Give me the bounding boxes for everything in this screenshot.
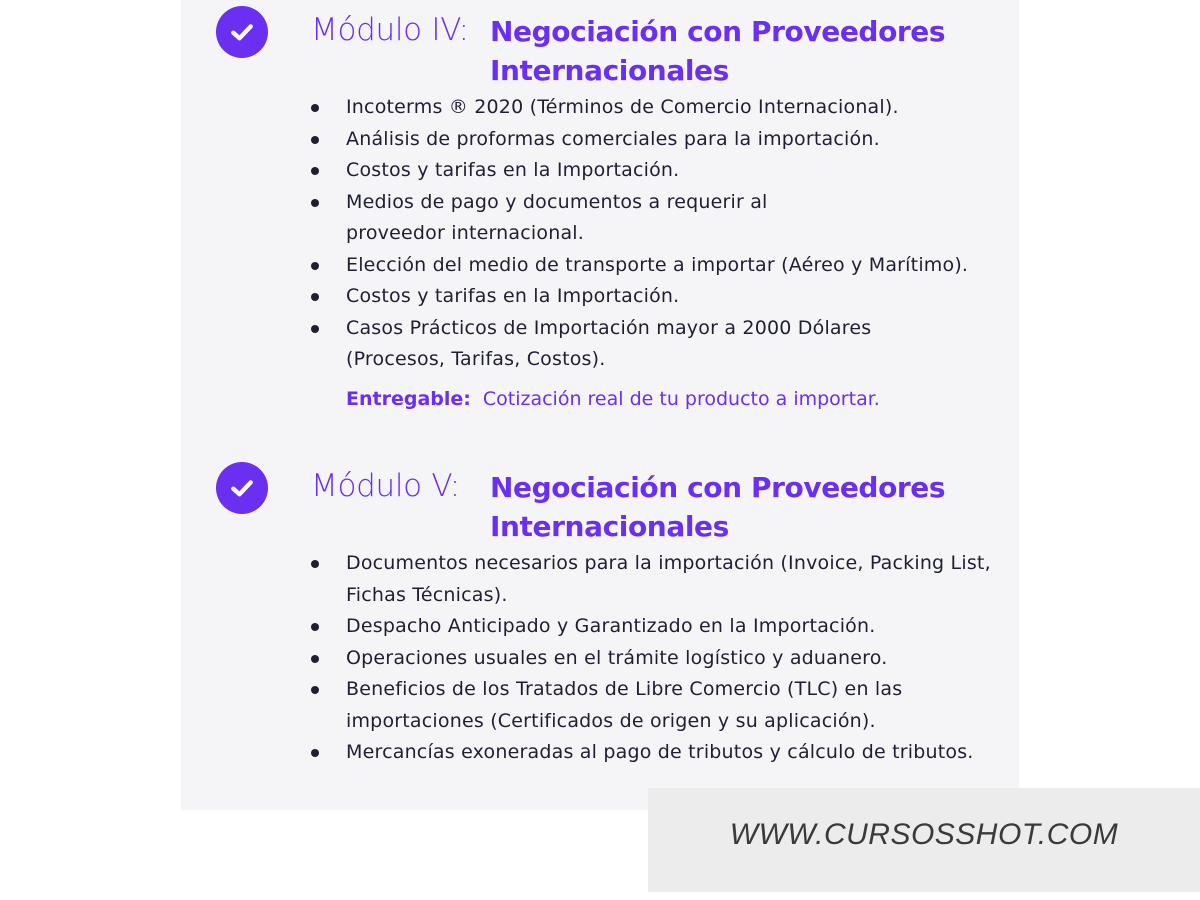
- deliverable: [346, 388, 880, 410]
- list-item: Despacho Anticipado y Garantizado en la Importación.: [305, 611, 1025, 643]
- deliverable-label: Entregable:: [346, 388, 471, 410]
- list-item: Costos y tarifas en la Importación.: [305, 281, 1025, 313]
- topic-list: [305, 548, 1025, 769]
- list-item: Costos y tarifas en la Importación.: [305, 155, 1025, 187]
- module-label: Módulo V:: [311, 468, 460, 504]
- list-item: Operaciones usuales en el trámite logístico y aduanero.: [305, 643, 1025, 675]
- list-item: Incoterms ® 2020 (Términos de Comercio Internacional).: [305, 92, 1025, 124]
- module-title: Negociación con Proveedores Internacionales: [490, 15, 946, 87]
- list-item: Beneficios de los Tratados de Libre Comercio (TLC) en las importaciones (Certificados de origen y su aplicación).: [305, 674, 946, 737]
- watermark-text: WWW.CURSOSSHOT.COM: [729, 818, 1119, 851]
- list-item: Casos Prácticos de Importación mayor a 2000 Dólares (Procesos, Tarifas, Costos).: [305, 313, 926, 376]
- list-item: Documentos necesarios para la importación (Invoice, Packing List, Fichas Técnicas).: [305, 548, 1006, 611]
- list-item: Mercancías exoneradas al pago de tributos y cálculo de tributos.: [305, 737, 1025, 769]
- list-item: Medios de pago y documentos a requerir al proveedor internacional.: [305, 187, 816, 250]
- topic-list: [305, 92, 1025, 376]
- deliverable-value: Cotización real de tu producto a importar.: [482, 388, 880, 410]
- list-item: Análisis de proformas comerciales para la importación.: [305, 124, 1025, 156]
- watermark-box: [648, 788, 1200, 892]
- check-circle-icon: [216, 6, 268, 58]
- module-title: Negociación con Proveedores Internacionales: [490, 471, 946, 543]
- list-item: Elección del medio de transporte a importar (Aéreo y Marítimo).: [305, 250, 1025, 282]
- module-label: Módulo IV:: [311, 12, 469, 48]
- check-circle-icon: [216, 462, 268, 514]
